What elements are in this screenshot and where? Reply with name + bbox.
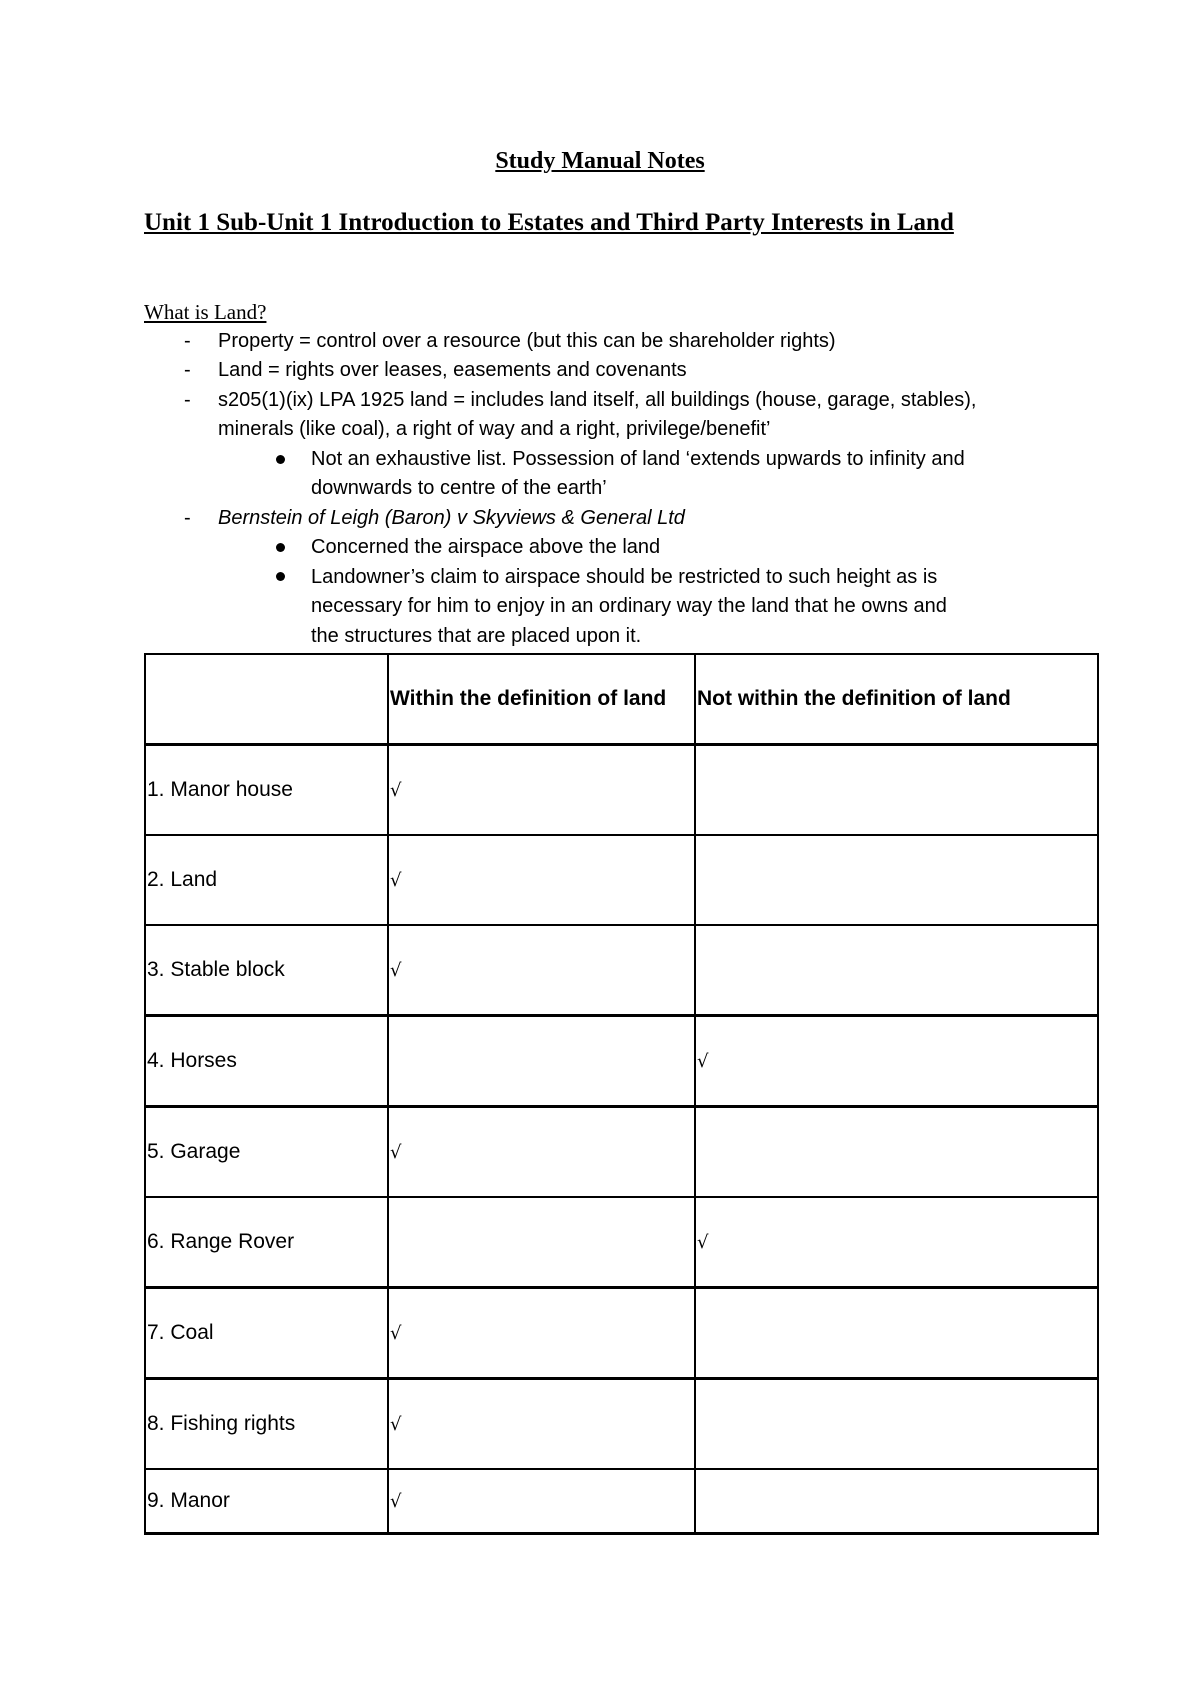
within-cell: √ <box>388 1469 695 1534</box>
row-label: 2. Land <box>145 835 388 925</box>
case-point-claim-line3: the structures that are placed upon it. <box>311 625 642 647</box>
row-label: 8. Fishing rights <box>145 1379 388 1470</box>
table-header-row <box>145 654 1098 745</box>
table-row <box>145 1288 1098 1379</box>
not-within-cell: √ <box>695 1016 1098 1107</box>
dash-marker: - <box>184 507 191 529</box>
note-statute-line1: s205(1)(ix) LPA 1925 land = includes land itself, all buildings (house, garage, stables), <box>218 389 977 411</box>
within-cell: √ <box>388 745 695 836</box>
row-label: 6. Range Rover <box>145 1197 388 1288</box>
not-within-cell <box>695 1379 1098 1470</box>
not-within-cell <box>695 1288 1098 1379</box>
note-exhaustive-line1: Not an exhaustive list. Possession of land ‘extends upwards to infinity and <box>311 448 965 470</box>
within-cell <box>388 1016 695 1107</box>
note-statute-line2: minerals (like coal), a right of way and a right, privilege/benefit’ <box>218 418 771 440</box>
header-empty <box>145 654 388 745</box>
note-land-rights: Land = rights over leases, easements and covenants <box>218 359 687 381</box>
not-within-cell: √ <box>695 1197 1098 1288</box>
note-property: Property = control over a resource (but this can be shareholder rights) <box>218 330 836 352</box>
not-within-cell <box>695 745 1098 836</box>
header-not-within: Not within the definition of land <box>695 654 1098 745</box>
page-title: Study Manual Notes <box>495 148 705 174</box>
row-label: 3. Stable block <box>145 925 388 1016</box>
not-within-cell <box>695 835 1098 925</box>
unit-heading: Unit 1 Sub-Unit 1 Introduction to Estates and Third Party Interests in Land <box>144 209 954 236</box>
table-row <box>145 1379 1098 1470</box>
table-row <box>145 1197 1098 1288</box>
bullet-icon <box>276 455 285 464</box>
note-exhaustive-line2: downwards to centre of the earth’ <box>311 477 607 499</box>
dash-marker: - <box>184 359 191 381</box>
within-cell: √ <box>388 835 695 925</box>
within-cell: √ <box>388 1107 695 1198</box>
bullet-icon <box>276 572 285 581</box>
within-cell: √ <box>388 925 695 1016</box>
within-cell: √ <box>388 1379 695 1470</box>
not-within-cell <box>695 925 1098 1016</box>
not-within-cell <box>695 1107 1098 1198</box>
case-point-claim-line1: Landowner’s claim to airspace should be restricted to such height as is <box>311 566 938 588</box>
row-label: 1. Manor house <box>145 745 388 836</box>
table-row <box>145 1016 1098 1107</box>
dash-marker: - <box>184 389 191 411</box>
row-label: 7. Coal <box>145 1288 388 1379</box>
table-row <box>145 1469 1098 1534</box>
case-point-claim-line2: necessary for him to enjoy in an ordinary way the land that he owns and <box>311 595 947 617</box>
case-name: Bernstein of Leigh (Baron) v Skyviews & General Ltd <box>218 507 685 529</box>
bullet-icon <box>276 543 285 552</box>
within-cell: √ <box>388 1288 695 1379</box>
row-label: 4. Horses <box>145 1016 388 1107</box>
table-row <box>145 745 1098 836</box>
dash-marker: - <box>184 330 191 352</box>
table-row <box>145 835 1098 925</box>
header-within: Within the definition of land <box>388 654 695 745</box>
table-row <box>145 925 1098 1016</box>
row-label: 9. Manor <box>145 1469 388 1534</box>
land-definition-table <box>144 653 1099 1535</box>
within-cell <box>388 1197 695 1288</box>
table-row <box>145 1107 1098 1198</box>
row-label: 5. Garage <box>145 1107 388 1198</box>
not-within-cell <box>695 1469 1098 1534</box>
section-heading: What is Land? <box>144 300 267 324</box>
case-point-airspace: Concerned the airspace above the land <box>311 536 661 558</box>
